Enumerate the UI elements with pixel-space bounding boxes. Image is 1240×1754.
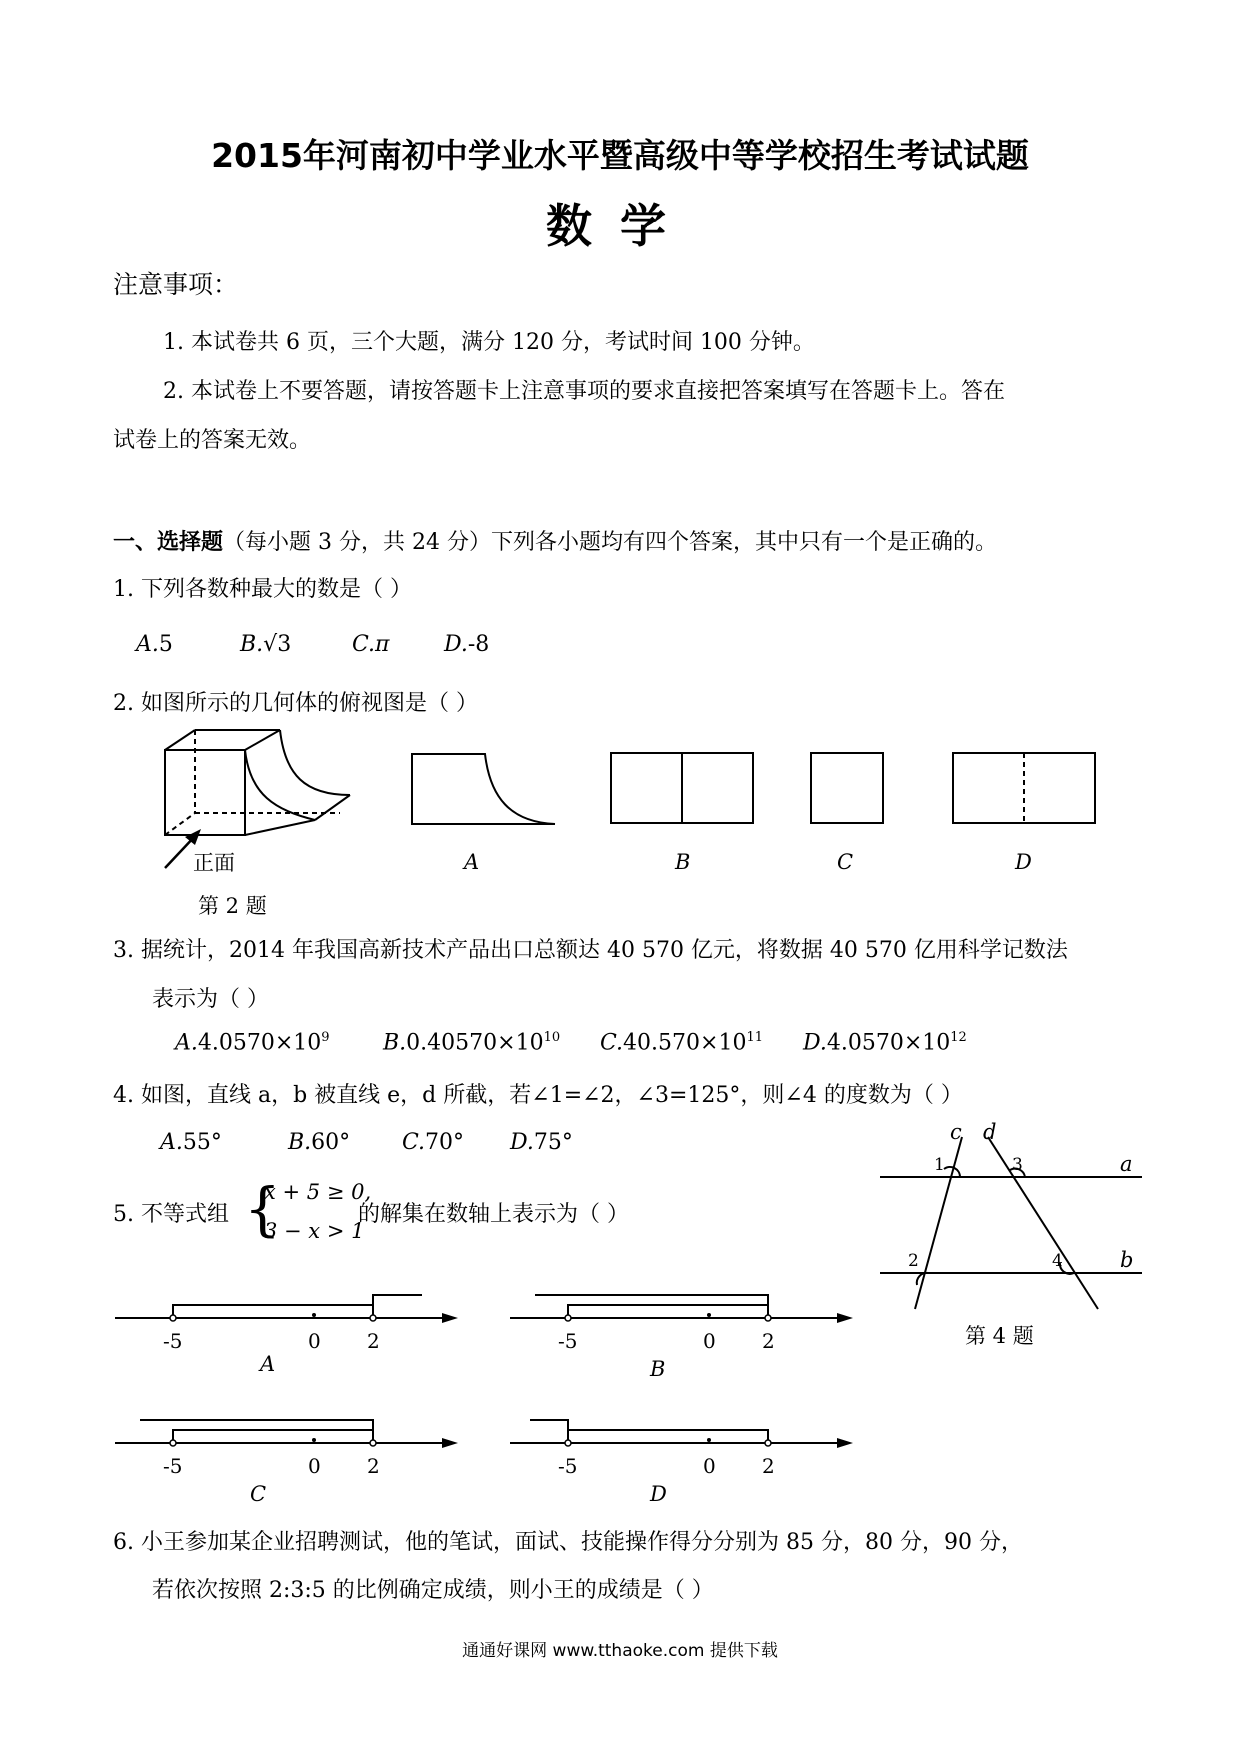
subject-title: 数学 <box>546 199 694 253</box>
q4-caption: 第 4 题 <box>965 1324 1034 1348</box>
q1-option-c: C.π <box>352 632 390 657</box>
tick-label: 2 <box>762 1329 775 1353</box>
tick-label: -5 <box>558 1454 578 1478</box>
q4-angle-label-2: 2 <box>908 1251 919 1271</box>
tick-label: 0 <box>308 1454 321 1478</box>
tick-label: 2 <box>367 1329 380 1353</box>
q2-label-a: A <box>464 850 480 874</box>
q5-suffix: 的解集在数轴上表示为（ ） <box>358 1202 629 1227</box>
q4-option-a: A.55° <box>160 1130 222 1155</box>
q4-option-c: C.70° <box>402 1130 465 1155</box>
notice-heading: 注意事项： <box>113 270 239 299</box>
tick-label: 2 <box>762 1454 775 1478</box>
q2-option-a-figure <box>410 752 560 832</box>
tick-label: 0 <box>703 1329 716 1353</box>
q4-option-b: B.60° <box>288 1130 351 1155</box>
q3-option-d: $D.4.0570\times 10^{12}$ <box>803 1030 967 1056</box>
q3-option-a: $A.4.0570\times 10^9$ <box>175 1030 330 1056</box>
q4-option-d: D.75° <box>510 1130 573 1155</box>
q2-label-d: D <box>1015 850 1032 874</box>
notice-item-2-line-2: 试卷上的答案无效。 <box>113 428 312 453</box>
q5-label-b: B <box>650 1357 666 1381</box>
q5-inequality-2: 3 − x > 1 <box>264 1219 365 1243</box>
section-1-heading <box>113 525 997 556</box>
q3-option-c: $C.40.570\times 10^{11}$ <box>600 1030 763 1056</box>
q1-option-d: D.-8 <box>444 632 490 657</box>
q6-stem-line-2: 若依次按照 2:3:5 的比例确定成绩，则小王的成绩是（ ） <box>152 1578 714 1603</box>
q4-line-label-d: d <box>983 1120 997 1144</box>
notice-item-1: 1. 本试卷共 6 页，三个大题，满分 120 分，考试时间 100 分钟。 <box>163 330 815 355</box>
q4-angle-label-1: 1 <box>934 1155 945 1175</box>
page-footer: 通通好课网 www.tthaoke.com 提供下载 <box>462 1641 778 1661</box>
q2-option-c-figure <box>810 752 890 832</box>
tick-label: 0 <box>308 1329 321 1353</box>
q5-prefix: 5. 不等式组 <box>113 1202 229 1227</box>
q2-stem: 2. 如图所示的几何体的俯视图是（ ） <box>113 691 478 716</box>
q5-label-c: C <box>250 1482 267 1506</box>
q6-stem-line-1: 6. 小王参加某企业招聘测试，他的笔试，面试、技能操作得分分别为 85 分，80 分，90 分， <box>113 1530 1023 1555</box>
q3-stem-line-1: 3. 据统计，2014 年我国高新技术产品出口总额达 40 570 亿元，将数据 40 570 亿用科学记数法 <box>113 938 1068 963</box>
q2-front-label: 正面 <box>193 851 235 875</box>
q5-label-a: A <box>260 1352 276 1376</box>
q5-number-line-b <box>505 1275 865 1355</box>
tick-label: -5 <box>558 1329 578 1353</box>
q5-label-d: D <box>650 1482 667 1506</box>
section-1-heading-bold: 一、选择题 <box>113 530 224 555</box>
q4-angle-label-4: 4 <box>1052 1251 1063 1271</box>
q4-figure <box>880 1120 1170 1345</box>
left-brace-icon: { <box>244 1175 281 1243</box>
q4-line-label-a: a <box>1120 1152 1133 1176</box>
q4-line-label-c: c <box>950 1120 962 1144</box>
q3-stem-line-2: 表示为（ ） <box>152 987 269 1012</box>
q4-angle-label-3: 3 <box>1012 1155 1023 1175</box>
q1-stem: 1. 下列各数种最大的数是（ ） <box>113 577 412 602</box>
q5-number-line-a <box>110 1275 470 1355</box>
q2-label-c: C <box>837 850 854 874</box>
line-d <box>988 1137 1098 1309</box>
q1-option-a: A.5 <box>136 632 173 657</box>
q5-number-line-d <box>505 1400 865 1480</box>
q5-inequality-1: x + 5 ≥ 0, <box>264 1180 372 1204</box>
q2-option-b-figure <box>610 752 760 832</box>
q2-option-d-figure <box>952 752 1102 832</box>
notice-item-2-line-1: 2. 本试卷上不要答题，请按答题卡上注意事项的要求直接把答案填写在答题卡上。答在 <box>163 379 1005 404</box>
q5-number-line-c <box>110 1400 470 1480</box>
q3-option-b: $B.0.40570\times 10^{10}$ <box>383 1030 561 1056</box>
q4-line-label-b: b <box>1120 1248 1134 1272</box>
q4-stem: 4. 如图，直线 a，b 被直线 e，d 所截，若∠1=∠2，∠3=125°，则∠4 的度数为（ ） <box>113 1083 963 1108</box>
q2-caption: 第 2 题 <box>198 894 267 918</box>
tick-label: 0 <box>703 1454 716 1478</box>
tick-label: -5 <box>163 1329 183 1353</box>
tick-label: -5 <box>163 1454 183 1478</box>
q2-label-b: B <box>675 850 691 874</box>
q1-option-b: B.√3 <box>240 632 292 657</box>
exam-title: 2015年河南初中学业水平暨高级中等学校招生考试试题 <box>211 136 1029 175</box>
section-1-heading-rest: （每小题 3 分，共 24 分）下列各小题均有四个答案，其中只有一个是正确的。 <box>223 530 997 555</box>
tick-label: 2 <box>367 1454 380 1478</box>
